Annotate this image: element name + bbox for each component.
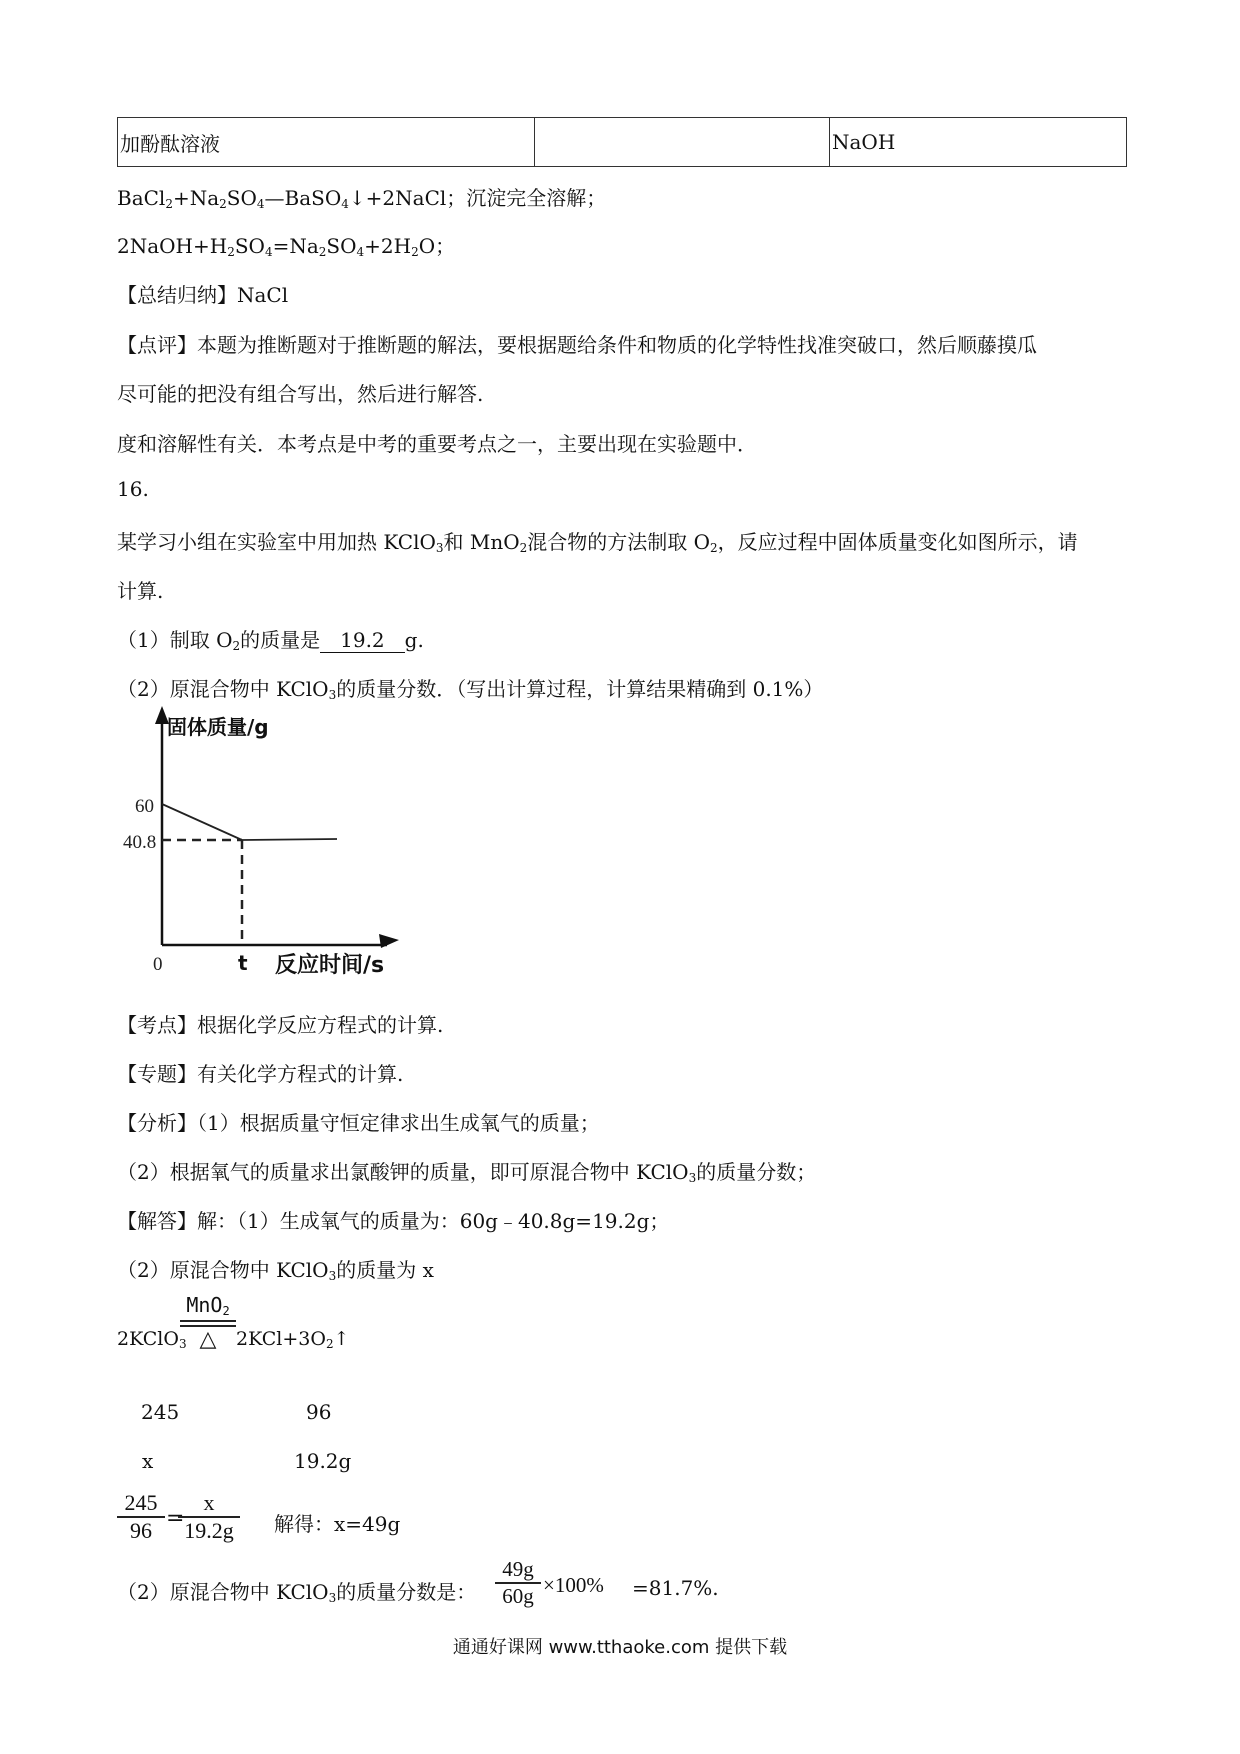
y-axis-label: 固体质量/g (167, 715, 269, 739)
sub-question-1: （1）制取 $O_2$的质量是 19.2 g. (117, 628, 424, 653)
equation-2: $2NaOH+H_2SO_4=Na_2SO_4+2H_2O$； (117, 234, 456, 259)
comment-line-1: 【点评】本题为推断题对于推断题的解法，要根据题给条件和物质的化学特性找准突破口，然后顺藤摸瓜 (117, 333, 1037, 357)
solve-result: 解得：x=49g (274, 1512, 401, 1536)
reaction-equation: 2KClO$_3$ (117, 1328, 187, 1351)
footer: 通通好课网 www.tthaoke.com 提供下载 (452, 1637, 788, 1658)
y-tick-40-8: 40.8 (123, 832, 157, 853)
comment-line-2: 尽可能的把没有组合写出，然后进行解答. (117, 382, 484, 406)
step-2: （2）原混合物中 KClO$_3$的质量为 x (117, 1258, 434, 1283)
t-label: t (238, 951, 248, 975)
table-cell: NaOH (830, 118, 1127, 167)
reaction-condition (180, 1292, 236, 1353)
reaction-products: $2KCl+3O_2↑$ (236, 1328, 350, 1351)
table-row (118, 118, 1127, 167)
catalyst: MnO$_2$ (186, 1293, 230, 1318)
result-table (117, 117, 1127, 167)
equation-1: $BaCl_2+Na_2SO_4—BaSO_4↓+2NaCl$；沉淀完全溶解； (117, 186, 607, 211)
y-tick-60: 60 (135, 796, 154, 817)
x-axis-label: 反应时间/s (275, 953, 385, 978)
final-result: =81.7%. (632, 1576, 719, 1600)
equals-bar (180, 1320, 236, 1327)
equals-sign: = (166, 1506, 185, 1531)
numerator: 245 (124, 1490, 158, 1515)
zhuanti: 【专题】有关化学方程式的计算. (117, 1062, 404, 1086)
fraction-49-60 (495, 1557, 541, 1609)
mass-96: 96 (306, 1400, 332, 1424)
origin-label: 0 (153, 954, 163, 975)
decrease-line (162, 804, 242, 840)
fraction-x-19-2 (178, 1490, 240, 1544)
numerator: 49g (502, 1557, 534, 1581)
denominator: 19.2g (178, 1516, 240, 1544)
summary: 【总结归纳】NaCl (117, 283, 289, 307)
answer-blank: 19.2 (320, 628, 405, 653)
fenxi-line-2: （2）根据氧气的质量求出氯酸钾的质量，即可原混合物中 KClO$_3$的质量分数； (117, 1160, 817, 1185)
mass-time-graph (117, 700, 417, 985)
mass-19-2: 19.2g (294, 1449, 352, 1473)
unknown-x: x (142, 1449, 154, 1473)
times-100: ×100% (543, 1573, 604, 1597)
question-text-line-2: 计算. (117, 579, 164, 603)
kaodian: 【考点】根据化学反应方程式的计算. (117, 1013, 444, 1037)
heat-symbol: △ (199, 1327, 217, 1352)
final-answer: （2）原混合物中 KClO$_3$的质量分数是： (117, 1580, 477, 1605)
table-cell: 加酚酞溶液 (118, 118, 535, 167)
x-axis-arrow (379, 934, 399, 948)
question-number: 16. (117, 477, 149, 501)
plateau-line (242, 839, 337, 840)
numerator: x (203, 1490, 215, 1515)
fraction-245-96 (117, 1490, 165, 1544)
mass-245: 245 (141, 1400, 180, 1424)
jieda: 【解答】解：（1）生成氧气的质量为：60g﹣40.8g=19.2g； (117, 1209, 670, 1233)
fenxi-line-1: 【分析】（1）根据质量守恒定律求出生成氧气的质量； (117, 1111, 600, 1135)
denominator: 96 (117, 1516, 165, 1544)
table-cell (535, 118, 830, 167)
sub-question-2: （2）原混合物中 KClO$_3$的质量分数．（写出计算过程，计算结果精确到 0.1%） (117, 677, 824, 702)
comment-line-3: 度和溶解性有关．本考点是中考的重要考点之一，主要出现在实验题中． (117, 432, 757, 456)
denominator: 60g (495, 1582, 541, 1609)
question-text: 某学习小组在实验室中用加热 KClO$_3$和 MnO$_2$混合物的方法制取 $O_2$，反应过程中固体质量变化如图所示，请 (117, 530, 1078, 555)
